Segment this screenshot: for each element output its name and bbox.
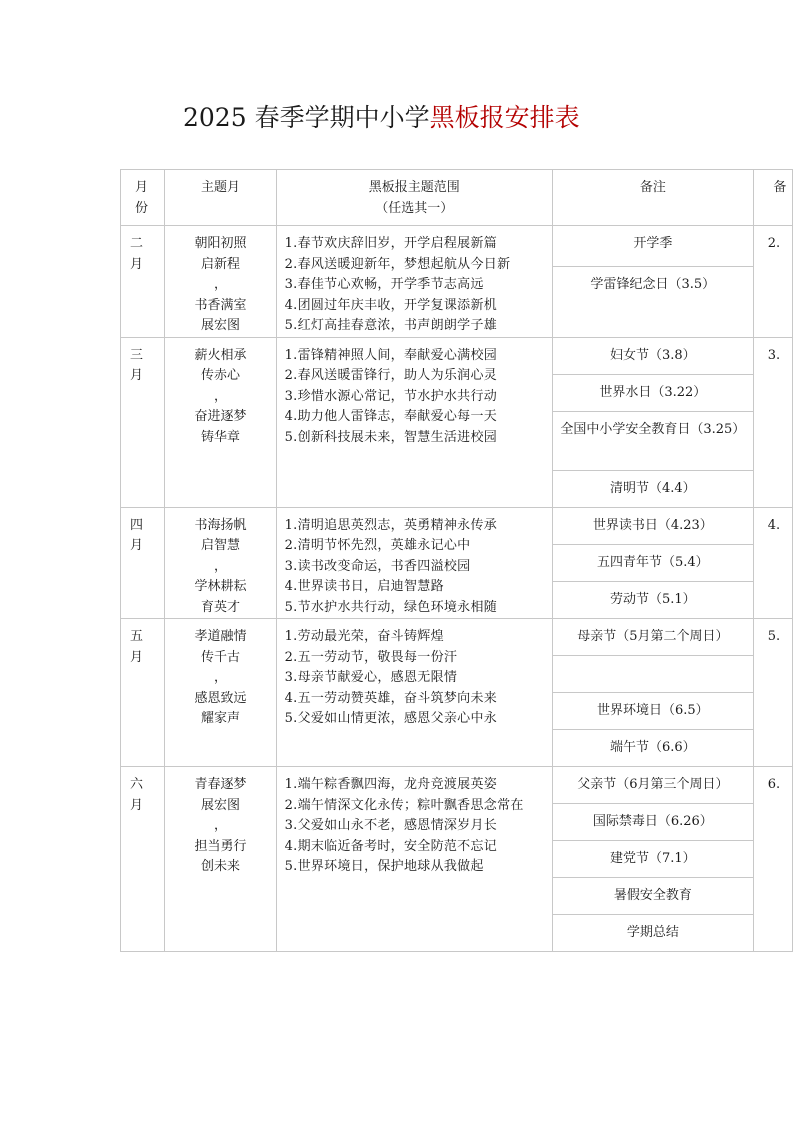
theme-line: 育英才: [201, 599, 241, 615]
page-title: [0, 98, 793, 134]
topic-item: 1.劳动最光荣，奋斗铸辉煌: [284, 629, 444, 644]
topic-item: 5.创新科技展未来，智慧生活进校园: [284, 429, 498, 445]
topics-cell: [276, 619, 552, 767]
table-row: [121, 507, 793, 544]
topic-item: 4.团圆过年庆丰收，开学复课添新机: [284, 297, 498, 313]
note-cell: 学雷锋纪念日（3.5）: [552, 267, 753, 337]
theme-line: 启新程: [201, 256, 241, 272]
topic-item: 3.读书改变命运，书香四溢校园: [284, 558, 471, 574]
topic-item: 4.助力他人雷锋志，奉献爱心每一天: [284, 409, 498, 424]
topics-cell: [276, 767, 552, 952]
note-cell: 母亲节（5月第二个周日）: [552, 619, 753, 656]
note-cell: 父亲节（6月第三个周日）: [552, 767, 753, 804]
table-row: [121, 619, 793, 656]
theme-line: 担当勇行: [194, 838, 247, 854]
topic-item: 3.春佳节心欢畅，开学季节志高远: [284, 277, 484, 292]
topic-item: 5.世界环境日，保护地球从我做起: [284, 859, 484, 874]
note-cell: 妇女节（3.8）: [552, 337, 753, 374]
theme-line: 展宏图: [201, 318, 241, 333]
note-cell: 世界环境日（6.5）: [552, 693, 753, 730]
theme-line: ，: [214, 388, 228, 404]
topics-cell: [276, 337, 552, 507]
header-row: [121, 170, 793, 226]
topic-item: 3.母亲节献爱心，感恩无限情: [284, 670, 458, 685]
header-last: 备: [753, 170, 792, 226]
month-cell: [121, 226, 165, 338]
topic-item: 1.春节欢庆辞旧岁，开学启程展新篇: [284, 236, 498, 251]
theme-line: ，: [214, 558, 228, 574]
theme-cell: [165, 337, 276, 507]
topic-item: 1.端午粽香飘四海，龙舟竞渡展英姿: [284, 777, 498, 792]
topic-item: 2.春风送暖雷锋行，助人为乐润心灵: [284, 368, 498, 383]
note-cell: 开学季: [552, 226, 753, 267]
theme-line: 耀家声: [201, 711, 241, 726]
last-col-cell: 5.: [753, 619, 792, 767]
table-row: [121, 767, 793, 804]
last-col-cell: 2.: [753, 226, 792, 338]
note-cell: [552, 656, 753, 693]
theme-line: 传千古: [201, 649, 241, 665]
topic-item: 4.期末临近备考时，安全防范不忘记: [284, 838, 498, 854]
theme-cell: [165, 767, 276, 952]
topic-item: 5.节水护水共行动，绿色环境永相随: [284, 599, 498, 615]
theme-line: 书海扬帆: [194, 517, 247, 533]
topic-item: 2.五一劳动节，敬畏每一份汗: [284, 649, 458, 665]
note-cell: 建党节（7.1）: [552, 841, 753, 878]
topic-item: 2.春风送暖迎新年，梦想起航从今日新: [284, 256, 511, 272]
theme-cell: [165, 619, 276, 767]
table-row: [121, 226, 793, 267]
note-cell: 世界读书日（4.23）: [552, 507, 753, 544]
theme-line: 展宏图: [201, 797, 241, 813]
theme-line: 学林耕耘: [194, 579, 247, 594]
table-row: [121, 337, 793, 374]
month-label: 五月: [130, 629, 144, 665]
topic-item: 1.清明追思英烈志，英勇精神永传承: [284, 517, 498, 533]
topics-cell: [276, 507, 552, 619]
topic-item: 2.清明节怀先烈，英雄永记心中: [284, 538, 471, 553]
theme-line: 奋进逐梦: [194, 409, 247, 424]
month-cell: [121, 619, 165, 767]
theme-line: 创未来: [201, 859, 241, 874]
topic-item: 4.世界读书日，启迪智慧路: [284, 579, 444, 594]
header-theme: 主题月: [165, 170, 276, 226]
note-cell: 学期总结: [552, 915, 753, 952]
note-cell: 国际禁毒日（6.26）: [552, 804, 753, 841]
header-month: 月份: [121, 170, 165, 226]
note-cell: 劳动节（5.1）: [552, 581, 753, 618]
header-topics-title: 黑板报主题范围: [368, 180, 460, 195]
theme-line: 传赤心: [201, 368, 241, 383]
note-cell: 全国中小学安全教育日（3.25）: [552, 411, 753, 470]
header-topics: [276, 170, 552, 226]
topic-item: 3.珍惜水源心常记，节水护水共行动: [284, 388, 498, 404]
month-cell: [121, 767, 165, 952]
theme-line: 铸华章: [201, 429, 241, 445]
theme-line: ，: [214, 670, 228, 685]
topic-item: 5.红灯高挂春意浓，书声朗朗学子雄: [284, 318, 498, 333]
month-label: 四月: [130, 517, 144, 553]
theme-line: 薪火相承: [194, 347, 247, 363]
note-cell: 暑假安全教育: [552, 878, 753, 915]
month-label: 六月: [130, 777, 144, 813]
theme-line: 朝阳初照: [194, 236, 247, 251]
topic-item: 1.雷锋精神照人间，奉献爱心满校园: [284, 347, 498, 363]
theme-line: ，: [214, 277, 228, 292]
theme-line: 感恩致远: [194, 690, 247, 706]
topic-item: 4.五一劳动赞英雄，奋斗筑梦向未来: [284, 690, 498, 706]
month-label: 二月: [130, 236, 144, 272]
note-cell: 五四青年节（5.4）: [552, 544, 753, 581]
month-cell: [121, 337, 165, 507]
month-label: 三月: [130, 347, 144, 383]
theme-line: 青春逐梦: [194, 777, 247, 792]
topics-cell: [276, 226, 552, 338]
last-col-cell: 4.: [753, 507, 792, 619]
header-notes: 备注: [552, 170, 753, 226]
theme-line: 书香满室: [194, 297, 247, 313]
theme-cell: [165, 507, 276, 619]
theme-line: 启智慧: [201, 538, 241, 553]
theme-line: ，: [214, 818, 228, 833]
schedule-table: [120, 169, 793, 952]
month-cell: [121, 507, 165, 619]
topic-item: 3.父爱如山永不老，感恩情深岁月长: [284, 818, 498, 833]
header-topics-sub: （任选其一）: [375, 200, 454, 216]
last-col-cell: 6.: [753, 767, 792, 952]
note-cell: 清明节（4.4）: [552, 470, 753, 507]
topic-item: 2.端午情深文化永传；粽叶飘香思念常在: [284, 797, 524, 813]
note-cell: 世界水日（3.22）: [552, 374, 753, 411]
last-col-cell: 3.: [753, 337, 792, 507]
title-prefix: 2025 春季学期中小学: [183, 103, 430, 132]
theme-cell: [165, 226, 276, 338]
topic-item: 5.父爱如山情更浓，感恩父亲心中永: [284, 711, 498, 726]
note-cell: 端午节（6.6）: [552, 730, 753, 767]
theme-line: 孝道融情: [194, 629, 247, 644]
title-highlight: 黑板报安排表: [429, 103, 580, 132]
